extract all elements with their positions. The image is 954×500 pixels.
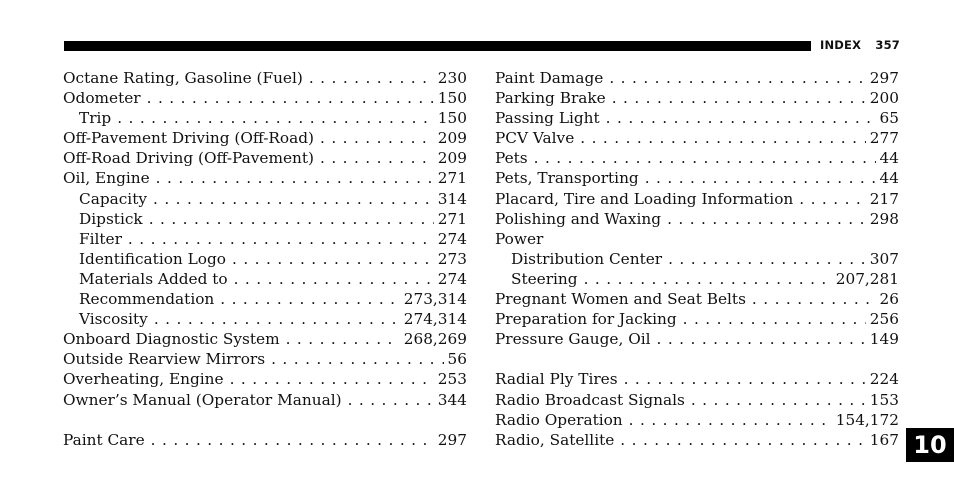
index-entry <box>63 390 467 410</box>
index-page-ref[interactable]: 153 <box>869 390 899 409</box>
leader-dots <box>151 430 434 450</box>
leader-dots <box>624 369 866 389</box>
leader-dots <box>668 249 866 269</box>
index-page-ref[interactable]: 200 <box>869 89 899 108</box>
index-page-ref[interactable]: 44 <box>879 149 899 168</box>
index-page-ref[interactable]: 256 <box>869 310 899 329</box>
index-term: Odometer <box>63 89 141 108</box>
leader-dots <box>147 88 434 108</box>
index-term: Off-Road Driving (Off-Pavement) <box>63 149 314 168</box>
index-entry <box>495 168 899 188</box>
index-page-ref[interactable]: 307 <box>869 249 899 268</box>
index-term: Preparation for Jacking <box>495 310 677 329</box>
index-page-ref[interactable]: 56 <box>447 350 467 369</box>
leader-dots <box>609 68 865 88</box>
index-page-ref[interactable]: 277 <box>869 129 899 148</box>
index-subentry <box>63 269 467 289</box>
chapter-tab[interactable] <box>906 428 954 462</box>
index-subentry <box>63 209 467 229</box>
leader-dots <box>320 148 434 168</box>
index-page-ref[interactable]: 167 <box>869 430 899 449</box>
index-entry <box>495 108 899 128</box>
index-term: Identification Logo <box>79 249 227 268</box>
index-term: Radio Broadcast Signals <box>495 390 685 409</box>
leader-dots <box>612 88 866 108</box>
index-page-ref[interactable]: 224 <box>869 370 899 389</box>
leader-dots <box>128 229 434 249</box>
index-entry <box>63 168 467 188</box>
leader-dots <box>606 108 876 128</box>
index-term: Parking Brake <box>495 89 606 108</box>
index-subentry <box>63 289 467 309</box>
index-term: Radio, Satellite <box>495 430 615 449</box>
leader-dots <box>629 410 832 430</box>
index-page-ref[interactable]: 150 <box>437 109 467 128</box>
index-term: Steering <box>511 269 578 288</box>
index-entry <box>63 349 467 369</box>
leader-dots <box>620 430 866 450</box>
index-page-ref[interactable]: 209 <box>437 129 467 148</box>
index-subentry <box>63 249 467 269</box>
index-page-ref[interactable]: 209 <box>437 149 467 168</box>
leader-dots <box>271 349 443 369</box>
leader-dots <box>149 209 434 229</box>
index-column-left <box>63 68 467 450</box>
index-page-ref[interactable]: 271 <box>437 209 467 228</box>
index-page-ref[interactable]: 344 <box>437 390 467 409</box>
index-term: Trip <box>79 109 112 128</box>
index-page-ref[interactable]: 268,269 <box>403 330 467 349</box>
index-gap <box>495 349 899 369</box>
index-term: Pressure Gauge, Oil <box>495 330 651 349</box>
leader-dots <box>220 289 399 309</box>
index-term: Off-Pavement Driving (Off-Road) <box>63 129 314 148</box>
index-entry <box>495 128 899 148</box>
index-entry <box>495 148 899 168</box>
index-entry <box>63 329 467 349</box>
index-term: Outside Rearview Mirrors <box>63 350 266 369</box>
index-term: Filter <box>79 229 122 248</box>
index-page-ref[interactable]: 253 <box>437 370 467 389</box>
index-page-ref[interactable]: 150 <box>437 89 467 108</box>
leader-dots <box>309 68 434 88</box>
leader-dots <box>584 269 832 289</box>
index-term: Onboard Diagnostic System <box>63 330 280 349</box>
index-term: Radio Operation <box>495 410 623 429</box>
index-page-ref[interactable]: 207,281 <box>835 269 899 288</box>
index-term: Materials Added to <box>79 269 228 288</box>
index-page-ref[interactable]: 65 <box>879 109 899 128</box>
index-gap <box>63 410 467 430</box>
running-header <box>820 38 900 52</box>
index-term: Passing Light <box>495 109 600 128</box>
leader-dots <box>286 329 400 349</box>
leader-dots <box>580 128 866 148</box>
index-entry <box>63 68 467 88</box>
leader-dots <box>320 128 434 148</box>
leader-dots <box>799 189 866 209</box>
index-subentry <box>63 309 467 329</box>
index-term: Power <box>495 229 544 248</box>
index-entry <box>63 128 467 148</box>
index-entry <box>495 209 899 229</box>
section-title: INDEX <box>820 38 862 52</box>
index-term: Radial Ply Tires <box>495 370 618 389</box>
index-page-ref[interactable]: 297 <box>437 430 467 449</box>
chapter-tab-label: 10 <box>913 431 947 459</box>
index-term: Octane Rating, Gasoline (Fuel) <box>63 69 303 87</box>
index-term: Paint Damage <box>495 69 604 87</box>
leader-dots <box>691 390 866 410</box>
index-entry <box>63 430 467 450</box>
index-subentry <box>63 189 467 209</box>
leader-dots <box>153 189 434 209</box>
index-term: Oil, Engine <box>63 169 150 188</box>
leader-dots <box>156 168 434 188</box>
index-page-ref[interactable]: 230 <box>437 69 467 87</box>
index-subentry <box>495 269 899 289</box>
leader-dots <box>657 329 866 349</box>
index-page-ref[interactable]: 274 <box>437 269 467 288</box>
index-entry <box>495 329 899 349</box>
index-term: Recommendation <box>79 290 215 309</box>
index-entry <box>495 189 899 209</box>
index-term: Placard, Tire and Loading Information <box>495 189 794 208</box>
leader-dots <box>752 289 876 309</box>
index-page-ref[interactable]: 298 <box>869 209 899 228</box>
leader-dots <box>117 108 434 128</box>
index-entry <box>495 390 899 410</box>
index-subentry <box>63 108 467 128</box>
index-term: Distribution Center <box>511 249 663 268</box>
index-term: Pets <box>495 149 528 168</box>
leader-dots <box>348 390 434 410</box>
index-term: Capacity <box>79 189 147 208</box>
index-term: Dipstick <box>79 209 143 228</box>
page-number: 357 <box>875 38 900 52</box>
index-term: Pets, Transporting <box>495 169 639 188</box>
index-term: Overheating, Engine <box>63 370 224 389</box>
index-column-right <box>495 68 899 450</box>
index-page-ref[interactable]: 149 <box>869 330 899 349</box>
index-page-ref[interactable]: 154,172 <box>835 410 899 429</box>
index-page-ref[interactable]: 44 <box>879 169 899 188</box>
index-subentry <box>63 229 467 249</box>
index-term: PCV Valve <box>495 129 575 148</box>
index-entry <box>495 430 899 450</box>
index-term: Paint Care <box>63 430 145 449</box>
index-entry <box>63 88 467 108</box>
index-term: Polishing and Waxing <box>495 209 662 228</box>
index-page-ref[interactable]: 26 <box>879 290 899 309</box>
index-page-ref[interactable]: 297 <box>869 69 899 87</box>
leader-dots <box>534 148 876 168</box>
leader-dots <box>232 249 434 269</box>
index-entry <box>63 369 467 389</box>
index-page-ref[interactable]: 274,314 <box>403 310 467 329</box>
leader-dots <box>683 309 866 329</box>
index-page-ref[interactable]: 271 <box>437 169 467 188</box>
leader-dots <box>154 309 400 329</box>
leader-dots <box>667 209 866 229</box>
index-page-ref[interactable]: 274 <box>437 229 467 248</box>
index-term: Pregnant Women and Seat Belts <box>495 290 746 309</box>
index-page-ref[interactable]: 273 <box>437 249 467 268</box>
index-entry <box>495 88 899 108</box>
leader-dots <box>234 269 434 289</box>
index-page-ref[interactable]: 273,314 <box>403 290 467 309</box>
index-subentry <box>495 249 899 269</box>
header-rule <box>64 41 811 51</box>
leader-dots <box>230 369 434 389</box>
index-entry <box>495 410 899 430</box>
index-entry <box>495 309 899 329</box>
index-entry <box>495 229 899 249</box>
index-entry <box>495 289 899 309</box>
index-entry <box>495 369 899 389</box>
leader-dots <box>645 168 876 188</box>
index-page-ref[interactable]: 217 <box>869 189 899 208</box>
index-entry <box>495 68 899 88</box>
index-term: Owner’s Manual (Operator Manual) <box>63 390 342 409</box>
index-term: Viscosity <box>79 310 148 329</box>
index-page-ref[interactable]: 314 <box>437 189 467 208</box>
index-entry <box>63 148 467 168</box>
